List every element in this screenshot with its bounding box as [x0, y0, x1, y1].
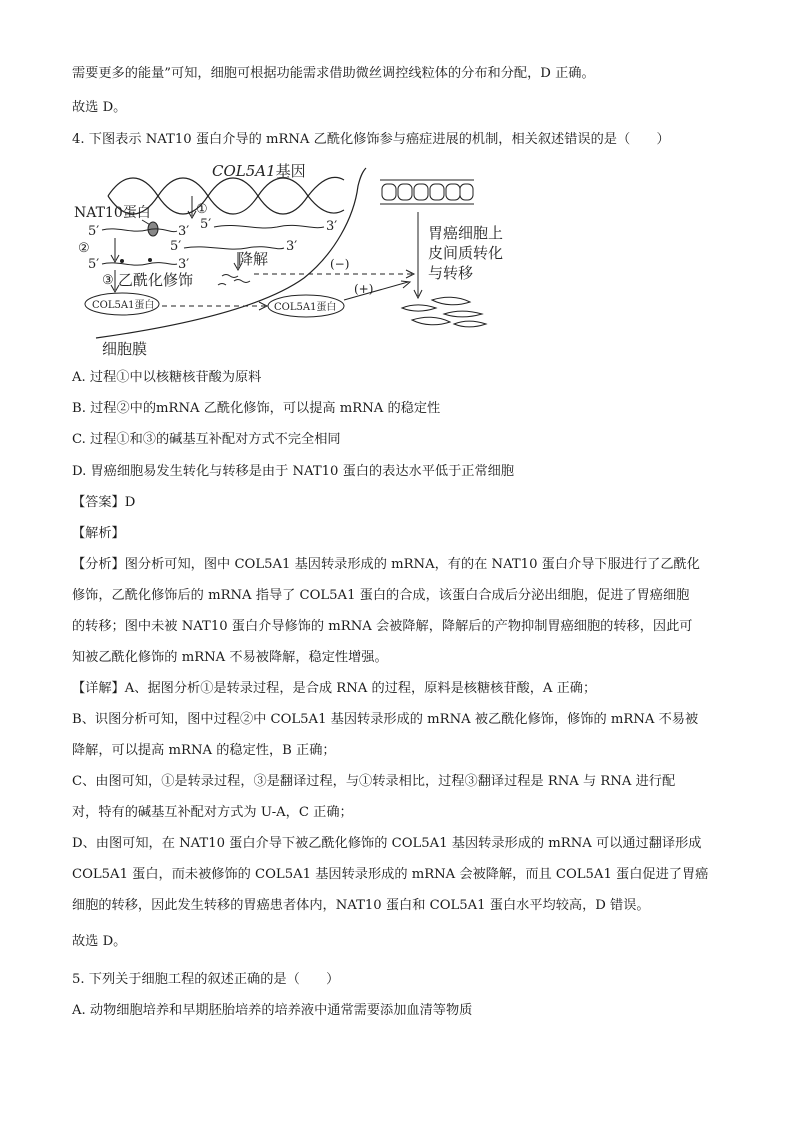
mrna-right-upper: [214, 225, 324, 228]
analysis-line: 降解，可以提高 mRNA 的稳定性，B 正确；: [72, 743, 336, 758]
analysis-line: 故选 D。: [72, 934, 127, 949]
analysis-heading: 【解析】: [72, 526, 125, 541]
degraded-fragment-3: [218, 284, 226, 286]
epithelial-cell-6: [460, 184, 473, 200]
mrna-right-5prime: 5′: [200, 217, 212, 232]
degraded-fragment-1: [222, 275, 238, 278]
option-c: C. 过程①和③的碱基互补配对方式不完全相同: [72, 432, 341, 447]
step3-label: ③: [102, 273, 114, 288]
emt-label-1: 胃癌细胞上: [428, 224, 504, 242]
mrna-modified-5prime: 5′: [88, 257, 100, 272]
epithelial-cell-3: [414, 184, 428, 200]
epithelial-cell-1: [382, 184, 396, 200]
emt-label-3: 与转移: [428, 264, 474, 282]
promote-arrow-head: [401, 281, 410, 288]
mrna-modified: [102, 263, 177, 266]
analysis-line: D、由图可知，在 NAT10 蛋白介导下被乙酰化修饰的 COL5A1 基因转录形成的 mRNA 可以通过翻译形成: [72, 836, 702, 851]
epithelial-cell-5: [446, 184, 460, 200]
option-b: B. 过程②中的mRNA 乙酰化修饰，可以提高 mRNA 的稳定性: [72, 401, 441, 416]
analysis-line: 【分析】图分析可知，图中 COL5A1 基因转录形成的 mRNA，有的在 NAT10 蛋白介导下服进行了乙酰化: [72, 557, 700, 572]
mrna-modified-3prime: 3′: [178, 257, 190, 272]
analysis-line: 细胞的转移，因此发生转移的胃癌患者体内，NAT10 蛋白和 COL5A1 蛋白水平均较高，D 错误。: [72, 898, 650, 913]
epithelial-cell-2: [398, 184, 412, 200]
option-d: D. 胃癌细胞易发生转化与转移是由于 NAT10 蛋白的表达水平低于正常细胞: [72, 464, 515, 479]
mesenchymal-cell-5: [454, 321, 486, 327]
mesenchymal-cell-3: [412, 317, 450, 325]
step2-label: ②: [78, 241, 90, 256]
analysis-line: COL5A1 蛋白，而未被修饰的 COL5A1 基因转录形成的 mRNA 会被降解，而且 COL5A1 蛋白促进了胃癌: [72, 867, 709, 882]
analysis-line: 【详解】A、据图分析①是转录过程，是合成 RNA 的过程，原料是核糖核苷酸，A 正确；: [72, 681, 597, 696]
mrna-left-5prime: 5′: [88, 224, 100, 239]
question-5-option-a: A. 动物细胞培养和早期胚胎培养的培养液中通常需要添加血清等物质: [72, 1003, 473, 1018]
membrane-label: 细胞膜: [102, 340, 148, 358]
prev-answer-line-2: 故选 D。: [72, 100, 127, 115]
promote-sign: (+): [354, 282, 374, 296]
mechanism-diagram: [72, 158, 522, 360]
prev-answer-line-1: 需要更多的能量”可知，细胞可根据功能需求借助微丝调控线粒体的分布和分配，D 正确。: [72, 66, 595, 81]
protein-inside-label: COL5A1蛋白: [92, 300, 155, 311]
epithelial-cell-4: [430, 184, 444, 200]
mrna-left-3prime: 3′: [178, 224, 190, 239]
analysis-line: 的转移；图中未被 NAT10 蛋白介导修饰的 mRNA 会被降解，降解后的产物抑制胃癌细胞的转移，因此可: [72, 619, 693, 634]
analysis-line: B、识图分析可知，图中过程②中 COL5A1 基因转录形成的 mRNA 被乙酰化修饰，修饰的 mRNA 不易被: [72, 712, 699, 727]
emt-label-2: 皮间质转化: [428, 244, 504, 262]
step1-label: ①: [196, 202, 208, 217]
analysis-line: C、由图可知，①是转录过程，③是翻译过程，与①转录相比，过程③翻译过程是 RNA 与 RNA 进行配: [72, 774, 676, 789]
mrna-lower-right: [184, 247, 284, 249]
analysis-line: 修饰，乙酰化修饰后的 mRNA 指导了 COL5A1 蛋白的合成，该蛋白合成后分泌出细胞，促进了胃癌细胞: [72, 588, 690, 603]
question-4-stem: 4. 下图表示 NAT10 蛋白介导的 mRNA 乙酰化修饰参与癌症进展的机制，相关叙述错误的是（ ）: [72, 132, 670, 147]
degraded-fragment-2: [234, 280, 250, 283]
analysis-line: 知被乙酰化修饰的 mRNA 不易被降解，稳定性增强。: [72, 650, 388, 665]
option-a: A. 过程①中以核糖核苷酸为原料: [72, 370, 262, 385]
mrna-lower-5prime: 5′: [170, 239, 182, 254]
acetyl-mark-2: [148, 258, 152, 262]
degradation-label: 降解: [238, 250, 269, 268]
question-5-stem: 5. 下列关于细胞工程的叙述正确的是（ ）: [72, 972, 340, 987]
analysis-line: 对，特有的碱基互补配对方式为 U-A，C 正确；: [72, 805, 353, 820]
mrna-left: [102, 229, 177, 232]
mrna-lower-3prime: 3′: [286, 239, 298, 254]
acetyl-mark-1: [120, 259, 124, 263]
protein-outside-label: COL5A1蛋白: [274, 302, 337, 313]
mesenchymal-cell-2: [432, 297, 470, 305]
gene-label: COL5A1基因: [212, 162, 306, 180]
answer-line: 【答案】D: [72, 495, 136, 510]
inhibit-sign: (−): [330, 257, 350, 271]
mesenchymal-cell-1: [402, 305, 436, 311]
mesenchymal-cell-4: [444, 311, 482, 317]
acetylation-label: 乙酰化修饰: [118, 271, 194, 289]
nat10-label: NAT10蛋白: [74, 205, 151, 221]
mrna-right-3prime: 3′: [326, 219, 338, 234]
